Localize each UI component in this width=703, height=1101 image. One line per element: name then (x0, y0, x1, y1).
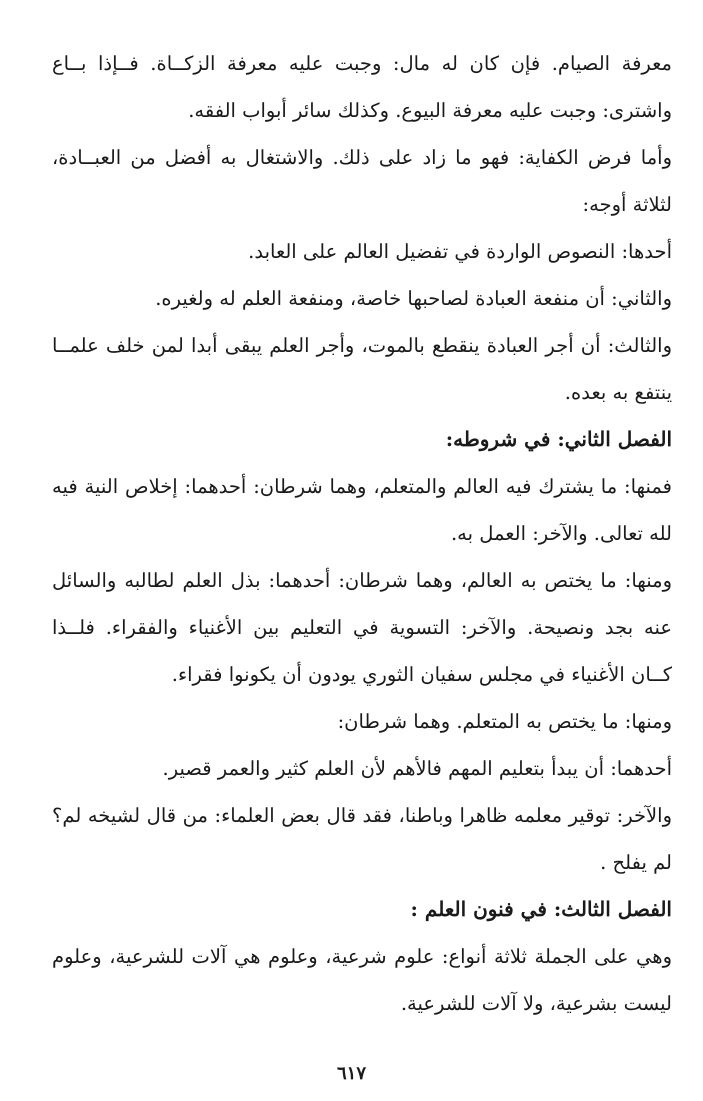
paragraph-first-reason: أحدها: النصوص الواردة في تفضيل العالم على العابد. (248, 240, 672, 263)
section-title: الفصل الثالث: (553, 897, 672, 921)
paragraph-third-reason: والثالث: أن أجر العبادة ينقطع بالموت، وأجر العلم يبقى أبدا لمن خلف علمــا ينتفع به بعده. (52, 334, 672, 404)
paragraph-fard-kifaya: وأما فرض الكفاية: فهو ما زاد على ذلك. والاشتغال به أفضل من العبــادة، لثلاثة أوجه: (52, 146, 672, 216)
paragraph-student-conditions: ومنها: ما يختص به المتعلم. وهما شرطان: (337, 710, 672, 733)
paragraph-types-of-knowledge: وهي على الجملة ثلاثة أنواع: علوم شرعية، وعلوم هي آلات للشرعية، وعلوم ليست بشرعية، ولا آلات للشرعية. (52, 945, 672, 1015)
section-heading-fields (52, 886, 672, 933)
paragraph-fasting-zakat: معرفة الصيام. فإن كان له مال: وجبت عليه معرفة الزكــاة. فــإذا بــاع واشترى: وجبت عليه معرفة البيوع. وكذلك سائر أبواب الفقه. (52, 52, 672, 122)
paragraph-student-second: والآخر: توقير معلمه ظاهرا وباطنا، فقد قال بعض العلماء: من قال لشيخه لم؟ لم يفلح . (52, 804, 672, 874)
section-subtitle: في فنون العلم : (410, 897, 547, 921)
page-number: ٦١٧ (336, 1063, 366, 1084)
paragraph-teacher-conditions: ومنها: ما يختص به العالم، وهما شرطان: أحدهما: بذل العلم لطالبه والسائل عنه بجد ونصيحة. والآخر: التسوية في التعليم بين الأغنياء والفقراء. فلــذا كــان الأغنياء في مجلس سفيان الثوري يودون أن يكونوا فقراء. (52, 569, 672, 686)
paragraph-second-reason: والثاني: أن منفعة العبادة لصاحبها خاصة، ومنفعة العلم له ولغيره. (155, 287, 672, 310)
section-title: الفصل الثاني: (557, 427, 672, 451)
page-body (52, 40, 672, 1027)
section-subtitle: في شروطه: (445, 427, 551, 451)
paragraph-shared-conditions: فمنها: ما يشترك فيه العالم والمتعلم، وهما شرطان: أحدهما: إخلاص النية فيه لله تعالى. والآخر: العمل به. (52, 475, 672, 545)
paragraph-student-first: أحدهما: أن يبدأ بتعليم المهم فالأهم لأن العلم كثير والعمر قصير. (162, 757, 672, 780)
section-heading-conditions (52, 416, 672, 463)
